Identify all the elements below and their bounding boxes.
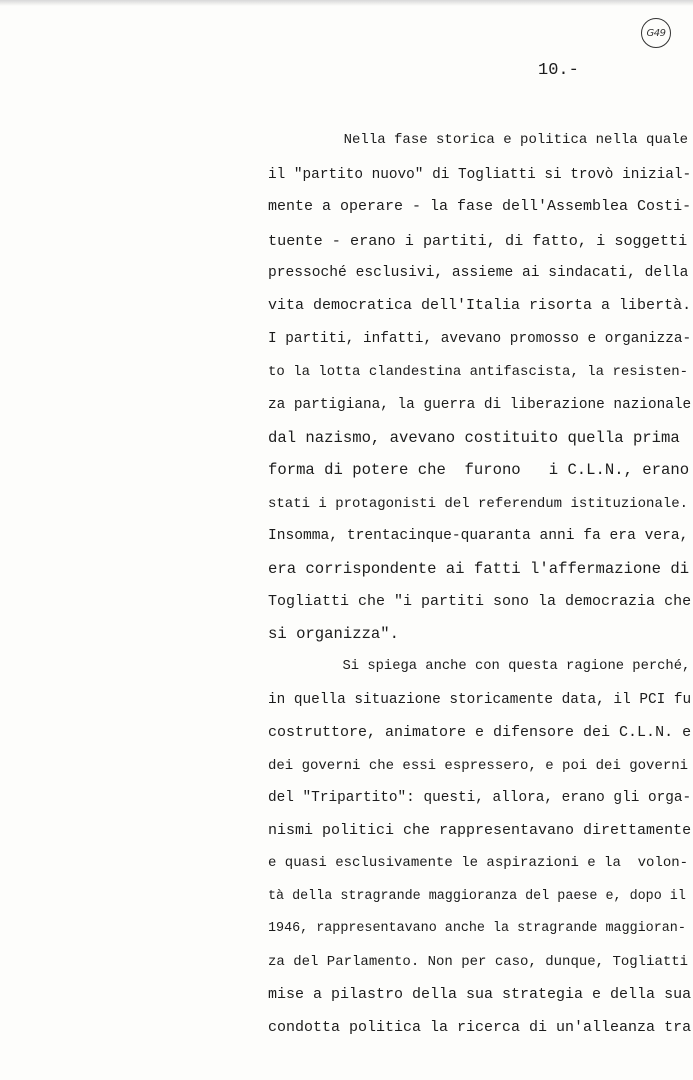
text-line-4: tuente - erano i partiti, di fatto, i soggetti xyxy=(268,232,688,250)
text-line-11: forma di potere che furono i C.L.N., erano xyxy=(268,461,690,479)
text-line-19: costruttore, animatore e difensore dei C.L.N. e xyxy=(268,724,692,741)
text-line-10: dal nazismo, avevano costituito quella prima xyxy=(268,429,680,447)
text-line-18: in quella situazione storicamente data, il PCI fu xyxy=(268,692,692,708)
text-line-12: stati i protagonisti del referendum istituzionale. xyxy=(268,496,689,512)
text-line-15: Togliatti che "i partiti sono la democrazia che xyxy=(268,593,692,610)
archive-stamp: G49 xyxy=(641,18,671,48)
text-line-5: pressoché esclusivi, assieme ai sindacati, della xyxy=(268,265,689,281)
text-line-9: za partigiana, la guerra di liberazione nazionale xyxy=(268,397,692,413)
text-line-27: mise a pilastro della sua strategia e della sua xyxy=(268,986,692,1003)
text-line-14: era corrispondente ai fatti l'affermazione di xyxy=(268,560,690,578)
page-number: 10.- xyxy=(538,61,579,80)
text-line-13: Insomma, trentacinque-quaranta anni fa era vera, xyxy=(268,528,689,544)
text-line-7: I partiti, infatti, avevano promosso e organizza- xyxy=(268,331,692,347)
text-line-20: dei governi che essi espressero, e poi dei governi xyxy=(268,758,689,774)
text-line-23: e quasi esclusivamente le aspirazioni e la volon- xyxy=(268,855,689,871)
text-line-21: del "Tripartito": questi, allora, erano gli orga- xyxy=(268,790,692,806)
text-line-8: to la lotta clandestina antifascista, la resisten- xyxy=(268,364,689,380)
text-line-1: Nella fase storica e politica nella quale xyxy=(268,132,689,148)
text-line-2: il "partito nuovo" di Togliatti si trovò inizial- xyxy=(268,167,692,183)
text-line-28: condotta politica la ricerca di un'alleanza tra xyxy=(268,1019,692,1036)
text-line-25: 1946, rappresentavano anche la stragrande maggioran- xyxy=(268,921,686,936)
text-line-17: Si spiega anche con questa ragione perché, xyxy=(268,659,691,674)
text-line-22: nismi politici che rappresentavano direttamente xyxy=(268,822,692,839)
text-line-26: za del Parlamento. Non per caso, dunque, Togliatti xyxy=(268,954,689,970)
text-line-24: tà della stragrande maggioranza del paese e, dopo il xyxy=(268,889,686,904)
text-line-16: si organizza". xyxy=(268,625,400,643)
page-top-edge xyxy=(0,0,693,6)
text-line-3: mente a operare - la fase dell'Assemblea Costi- xyxy=(268,198,692,215)
text-line-6: vita democratica dell'Italia risorta a libertà. xyxy=(268,297,692,314)
